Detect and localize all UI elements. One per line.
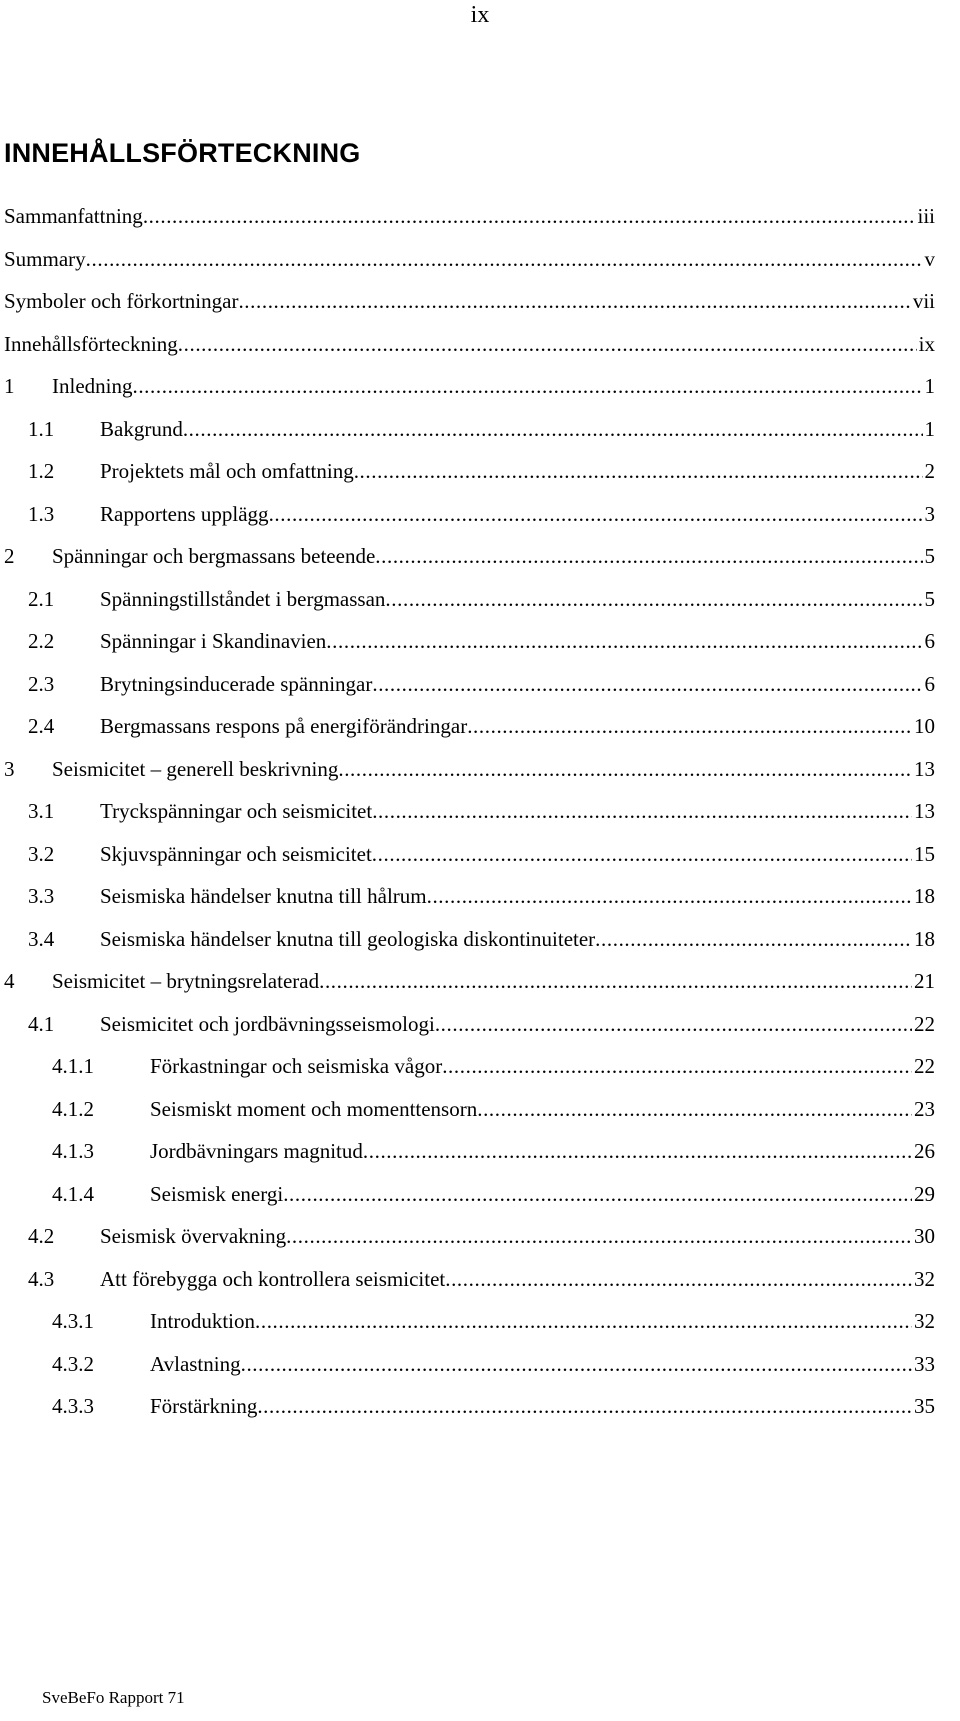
dot-leader: [86, 243, 923, 275]
toc-entry-page: 3: [923, 498, 936, 530]
toc-entry[interactable]: [0, 965, 960, 997]
toc-entry-number: 2.2: [28, 629, 55, 653]
toc-entry-number: 1.3: [28, 502, 55, 526]
dot-leader: [183, 413, 923, 445]
toc-entry-number: 2.4: [28, 714, 55, 738]
toc-entry-page: 2: [923, 455, 936, 487]
toc-entry-number: 3.1: [28, 799, 55, 823]
dot-leader: [326, 625, 922, 657]
toc-entry-page: 33: [912, 1348, 935, 1380]
toc-entry-page: 6: [923, 668, 936, 700]
dot-leader: [445, 1263, 912, 1295]
toc-entry-number: 3: [4, 757, 15, 781]
toc-entry-number: 2.3: [28, 672, 55, 696]
toc-entry-number: 4: [4, 969, 15, 993]
dot-leader: [283, 1178, 912, 1210]
toc-entry-label: Seismicitet och jordbävningsseismologi: [100, 1008, 435, 1040]
toc-entry-label: Avlastning: [150, 1348, 241, 1380]
toc-entry-label: Summary: [4, 243, 86, 275]
dot-leader: [372, 838, 912, 870]
toc-entry[interactable]: [0, 583, 960, 615]
toc-entry-label: Förkastningar och seismiska vågor: [150, 1050, 442, 1082]
dot-leader: [238, 285, 910, 317]
toc-entry-label: Projektets mål och omfattning: [100, 455, 354, 487]
toc-entry[interactable]: [0, 498, 960, 530]
toc-entry[interactable]: [0, 1220, 960, 1252]
toc-entry-number: 3.2: [28, 842, 55, 866]
dot-leader: [595, 923, 912, 955]
toc-entry[interactable]: [0, 1093, 960, 1125]
toc-entry-number: 4.3.2: [52, 1352, 94, 1376]
toc-entry-page: 18: [912, 880, 935, 912]
toc-entry-label: Bergmassans respons på energiförändringar: [100, 710, 467, 742]
toc-entry[interactable]: [0, 370, 960, 402]
toc-entry[interactable]: [0, 540, 960, 572]
toc-entry-label: Innehållsförteckning: [4, 328, 178, 360]
toc-entry-label: Seismisk energi: [150, 1178, 283, 1210]
dot-leader: [143, 200, 916, 232]
toc-entry[interactable]: [0, 455, 960, 487]
toc-entry-label: Förstärkning: [150, 1390, 257, 1422]
toc-entry[interactable]: [0, 668, 960, 700]
toc-entry-page: 5: [923, 583, 936, 615]
dot-leader: [255, 1305, 912, 1337]
toc-entry-label: Symboler och förkortningar: [4, 285, 238, 317]
toc-entry[interactable]: [0, 880, 960, 912]
dot-leader: [269, 498, 923, 530]
toc-entry-number: 4.3.1: [52, 1309, 94, 1333]
toc-entry-page: 22: [912, 1050, 935, 1082]
dot-leader: [477, 1093, 912, 1125]
toc-entry-label: Att förebygga och kontrollera seismicitet: [100, 1263, 445, 1295]
dot-leader: [178, 328, 917, 360]
toc-entry-number: 3.3: [28, 884, 55, 908]
dot-leader: [319, 965, 912, 997]
toc-entry-label: Skjuvspänningar och seismicitet: [100, 838, 372, 870]
footer: SveBeFo Rapport 71: [42, 1688, 185, 1707]
toc-entry-label: Brytningsinducerade spänningar: [100, 668, 372, 700]
toc-entry[interactable]: [0, 285, 960, 317]
toc-entry-number: 4.1.1: [52, 1054, 94, 1078]
toc-entry-number: 4.1.4: [52, 1182, 94, 1206]
toc-entry-label: Seismisk övervakning: [100, 1220, 286, 1252]
toc-entry-label: Spänningar i Skandinavien: [100, 625, 326, 657]
toc-entry-label: Seismicitet – generell beskrivning: [52, 753, 338, 785]
toc-entry[interactable]: [0, 838, 960, 870]
dot-leader: [286, 1220, 912, 1252]
toc-entry-number: 2.1: [28, 587, 55, 611]
toc-entry-number: 3.4: [28, 927, 55, 951]
toc-entry-page: 29: [912, 1178, 935, 1210]
toc-entry-label: Seismiska händelser knutna till geologiska diskontinuiteter: [100, 923, 595, 955]
toc-entry-label: Seismiskt moment och momenttensorn: [150, 1093, 477, 1125]
toc-entry[interactable]: [0, 328, 960, 360]
toc-entry-page: v: [923, 243, 936, 275]
toc-entry-label: Inledning: [52, 370, 132, 402]
toc-entry-number: 2: [4, 544, 15, 568]
toc-entry-label: Bakgrund: [100, 413, 183, 445]
toc-entry-label: Seismiska händelser knutna till hålrum: [100, 880, 427, 912]
toc-entry-page: iii: [915, 200, 935, 232]
toc-entry[interactable]: [0, 200, 960, 232]
dot-leader: [427, 880, 912, 912]
toc-entry-label: Seismicitet – brytningsrelaterad: [52, 965, 319, 997]
toc-entry-page: 15: [912, 838, 935, 870]
toc-entry[interactable]: [0, 1135, 960, 1167]
toc-entry[interactable]: [0, 1008, 960, 1040]
toc-entry-page: 32: [912, 1263, 935, 1295]
dot-leader: [338, 753, 912, 785]
dot-leader: [132, 370, 922, 402]
toc-entry[interactable]: [0, 753, 960, 785]
toc-entry[interactable]: [0, 625, 960, 657]
toc-entry-number: 4.2: [28, 1224, 55, 1248]
toc-entry-page: 22: [912, 1008, 935, 1040]
toc-entry-page: 30: [912, 1220, 935, 1252]
toc-entry-number: 4.1.3: [52, 1139, 94, 1163]
toc-entry-label: Jordbävningars magnitud: [150, 1135, 363, 1167]
toc-entry[interactable]: [0, 1263, 960, 1295]
toc-entry-number: 4.1: [28, 1012, 55, 1036]
toc-entry-number: 4.1.2: [52, 1097, 94, 1121]
toc-entry-page: 18: [912, 923, 935, 955]
toc-entry-page: 5: [923, 540, 936, 572]
toc-entry-page: 6: [923, 625, 936, 657]
toc-entry-page: 21: [912, 965, 935, 997]
dot-leader: [435, 1008, 912, 1040]
dot-leader: [363, 1135, 912, 1167]
toc-entry-number: 4.3: [28, 1267, 55, 1291]
dot-leader: [372, 795, 912, 827]
toc-entry-number: 1.2: [28, 459, 55, 483]
page-number: ix: [470, 2, 490, 28]
toc-entry[interactable]: [0, 795, 960, 827]
toc-entry-number: 1.1: [28, 417, 55, 441]
dot-leader: [372, 668, 922, 700]
toc-entry-number: 1: [4, 374, 15, 398]
toc-entry-page: 10: [912, 710, 935, 742]
toc-entry-page: 1: [923, 413, 936, 445]
toc-entry[interactable]: [0, 1305, 960, 1337]
toc-entry-label: Introduktion: [150, 1305, 255, 1337]
toc-entry[interactable]: [0, 1390, 960, 1422]
toc-entry[interactable]: [0, 1348, 960, 1380]
toc-entry-number: 4.3.3: [52, 1394, 94, 1418]
toc-entry-page: 35: [912, 1390, 935, 1422]
dot-leader: [354, 455, 923, 487]
toc-entry-page: 13: [912, 753, 935, 785]
toc-entry-page: ix: [917, 328, 935, 360]
toc-entry-label: Tryckspänningar och seismicitet: [100, 795, 372, 827]
toc-entry-label: Spänningstillståndet i bergmassan: [100, 583, 385, 615]
dot-leader: [375, 540, 922, 572]
toc-entry[interactable]: [0, 243, 960, 275]
dot-leader: [385, 583, 922, 615]
toc-entry-page: 1: [923, 370, 936, 402]
toc-entry[interactable]: [0, 923, 960, 955]
toc-entry-label: Rapportens upplägg: [100, 498, 269, 530]
toc-entry[interactable]: [0, 1178, 960, 1210]
toc-entry[interactable]: [0, 710, 960, 742]
toc-entry-label: Spänningar och bergmassans beteende: [52, 540, 375, 572]
toc-entry-label: Sammanfattning: [4, 200, 143, 232]
toc-entry-page: 23: [912, 1093, 935, 1125]
dot-leader: [442, 1050, 912, 1082]
toc-entry-page: 26: [912, 1135, 935, 1167]
dot-leader: [467, 710, 912, 742]
toc-entry[interactable]: [0, 413, 960, 445]
toc-entry-page: 32: [912, 1305, 935, 1337]
toc-entry-page: vii: [911, 285, 935, 317]
toc-entry[interactable]: [0, 1050, 960, 1082]
dot-leader: [241, 1348, 912, 1380]
toc-entry-page: 13: [912, 795, 935, 827]
page-title: INNEHÅLLSFÖRTECKNING: [4, 138, 361, 168]
dot-leader: [257, 1390, 912, 1422]
